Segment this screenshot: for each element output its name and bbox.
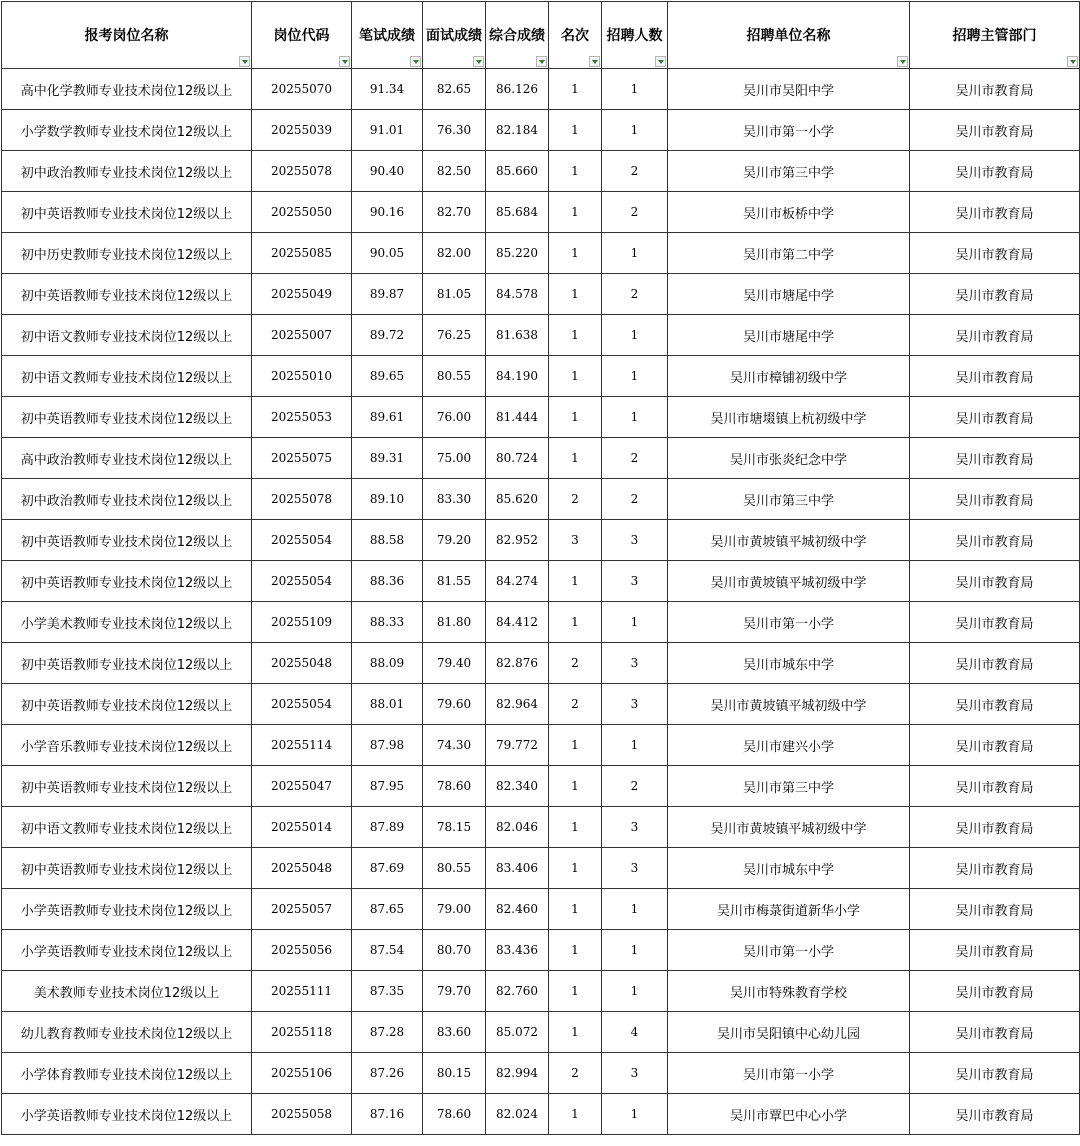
col-header-department: 招聘主管部门 <box>910 2 1080 69</box>
cell-department: 吴川市教育局 <box>910 684 1080 725</box>
cell-rank: 1 <box>549 315 602 356</box>
cell-department: 吴川市教育局 <box>910 643 1080 684</box>
cell-interview-score: 80.55 <box>423 848 486 889</box>
cell-code: 20255047 <box>252 766 352 807</box>
table-row <box>2 69 1080 110</box>
cell-written-score: 90.05 <box>352 233 423 274</box>
col-header-interview: 面试成绩 <box>423 2 486 69</box>
cell-code: 20255048 <box>252 643 352 684</box>
cell-total-score: 82.964 <box>486 684 549 725</box>
cell-rank: 1 <box>549 192 602 233</box>
cell-hires: 1 <box>602 110 668 151</box>
cell-unit: 吴川市第一小学 <box>668 602 910 643</box>
cell-code: 20255054 <box>252 684 352 725</box>
cell-hires: 3 <box>602 684 668 725</box>
cell-interview-score: 82.65 <box>423 69 486 110</box>
cell-code: 20255048 <box>252 848 352 889</box>
cell-interview-score: 82.50 <box>423 151 486 192</box>
filter-dropdown-icon[interactable] <box>1067 56 1078 67</box>
cell-hires: 3 <box>602 561 668 602</box>
filter-dropdown-icon[interactable] <box>339 56 350 67</box>
cell-hires: 1 <box>602 1094 668 1135</box>
cell-total-score: 84.190 <box>486 356 549 397</box>
cell-unit: 吴川市黄坡镇平城初级中学 <box>668 520 910 561</box>
cell-rank: 1 <box>549 725 602 766</box>
cell-total-score: 81.444 <box>486 397 549 438</box>
cell-department: 吴川市教育局 <box>910 1053 1080 1094</box>
cell-position: 初中政治教师专业技术岗位12级以上 <box>2 479 252 520</box>
cell-hires: 2 <box>602 438 668 479</box>
cell-written-score: 87.28 <box>352 1012 423 1053</box>
table-row <box>2 315 1080 356</box>
cell-written-score: 87.54 <box>352 930 423 971</box>
table-row <box>2 110 1080 151</box>
cell-unit: 吴川市第三中学 <box>668 766 910 807</box>
table-row <box>2 479 1080 520</box>
cell-hires: 3 <box>602 1053 668 1094</box>
cell-department: 吴川市教育局 <box>910 192 1080 233</box>
cell-unit: 吴川市第二中学 <box>668 233 910 274</box>
cell-unit: 吴川市吴阳中学 <box>668 69 910 110</box>
cell-code: 20255078 <box>252 479 352 520</box>
cell-code: 20255007 <box>252 315 352 356</box>
cell-department: 吴川市教育局 <box>910 274 1080 315</box>
table-row <box>2 397 1080 438</box>
cell-written-score: 87.35 <box>352 971 423 1012</box>
cell-code: 20255014 <box>252 807 352 848</box>
cell-rank: 2 <box>549 684 602 725</box>
cell-rank: 1 <box>549 930 602 971</box>
table-row <box>2 684 1080 725</box>
cell-department: 吴川市教育局 <box>910 807 1080 848</box>
cell-hires: 3 <box>602 848 668 889</box>
cell-hires: 1 <box>602 725 668 766</box>
cell-hires: 1 <box>602 356 668 397</box>
cell-code: 20255058 <box>252 1094 352 1135</box>
cell-department: 吴川市教育局 <box>910 971 1080 1012</box>
cell-total-score: 82.760 <box>486 971 549 1012</box>
cell-interview-score: 80.55 <box>423 356 486 397</box>
table-row <box>2 1012 1080 1053</box>
cell-hires: 2 <box>602 766 668 807</box>
cell-interview-score: 78.60 <box>423 766 486 807</box>
cell-position: 初中英语教师专业技术岗位12级以上 <box>2 192 252 233</box>
cell-hires: 2 <box>602 479 668 520</box>
cell-unit: 吴川市特殊教育学校 <box>668 971 910 1012</box>
cell-written-score: 87.69 <box>352 848 423 889</box>
cell-code: 20255078 <box>252 151 352 192</box>
cell-code: 20255053 <box>252 397 352 438</box>
table-row <box>2 233 1080 274</box>
cell-total-score: 85.620 <box>486 479 549 520</box>
cell-interview-score: 76.30 <box>423 110 486 151</box>
cell-interview-score: 79.60 <box>423 684 486 725</box>
col-header-total: 综合成绩 <box>486 2 549 69</box>
cell-written-score: 91.34 <box>352 69 423 110</box>
cell-rank: 1 <box>549 356 602 397</box>
cell-unit: 吴川市黄坡镇平城初级中学 <box>668 561 910 602</box>
cell-position: 小学英语教师专业技术岗位12级以上 <box>2 1094 252 1135</box>
cell-written-score: 88.33 <box>352 602 423 643</box>
cell-total-score: 85.220 <box>486 233 549 274</box>
cell-position: 幼儿教育教师专业技术岗位12级以上 <box>2 1012 252 1053</box>
table-row <box>2 889 1080 930</box>
table-row <box>2 520 1080 561</box>
col-header-hires: 招聘人数 <box>602 2 668 69</box>
cell-written-score: 89.65 <box>352 356 423 397</box>
cell-code: 20255056 <box>252 930 352 971</box>
cell-code: 20255109 <box>252 602 352 643</box>
filter-dropdown-icon[interactable] <box>410 56 421 67</box>
filter-dropdown-icon[interactable] <box>473 56 484 67</box>
cell-hires: 1 <box>602 971 668 1012</box>
cell-written-score: 88.58 <box>352 520 423 561</box>
cell-code: 20255106 <box>252 1053 352 1094</box>
cell-rank: 1 <box>549 1094 602 1135</box>
filter-dropdown-icon[interactable] <box>536 56 547 67</box>
cell-hires: 1 <box>602 69 668 110</box>
table-row <box>2 930 1080 971</box>
cell-unit: 吴川市第三中学 <box>668 151 910 192</box>
col-header-written: 笔试成绩 <box>352 2 423 69</box>
table-row <box>2 438 1080 479</box>
cell-unit: 吴川市第一小学 <box>668 110 910 151</box>
cell-position: 小学英语教师专业技术岗位12级以上 <box>2 930 252 971</box>
cell-rank: 1 <box>549 110 602 151</box>
table-row <box>2 848 1080 889</box>
cell-department: 吴川市教育局 <box>910 1094 1080 1135</box>
cell-department: 吴川市教育局 <box>910 69 1080 110</box>
cell-hires: 1 <box>602 889 668 930</box>
col-header-rank: 名次 <box>549 2 602 69</box>
cell-interview-score: 81.80 <box>423 602 486 643</box>
cell-rank: 1 <box>549 151 602 192</box>
cell-rank: 1 <box>549 438 602 479</box>
cell-position: 初中英语教师专业技术岗位12级以上 <box>2 561 252 602</box>
filter-dropdown-icon[interactable] <box>897 56 908 67</box>
cell-position: 初中历史教师专业技术岗位12级以上 <box>2 233 252 274</box>
cell-code: 20255111 <box>252 971 352 1012</box>
cell-total-score: 80.724 <box>486 438 549 479</box>
cell-code: 20255075 <box>252 438 352 479</box>
cell-interview-score: 79.70 <box>423 971 486 1012</box>
cell-unit: 吴川市塘尾中学 <box>668 315 910 356</box>
cell-hires: 4 <box>602 1012 668 1053</box>
table-row <box>2 192 1080 233</box>
filter-dropdown-icon[interactable] <box>589 56 600 67</box>
cell-interview-score: 80.70 <box>423 930 486 971</box>
cell-code: 20255085 <box>252 233 352 274</box>
cell-rank: 1 <box>549 848 602 889</box>
cell-total-score: 84.274 <box>486 561 549 602</box>
cell-total-score: 84.578 <box>486 274 549 315</box>
table-row <box>2 356 1080 397</box>
cell-unit: 吴川市覃巴中心小学 <box>668 1094 910 1135</box>
table-row <box>2 971 1080 1012</box>
cell-interview-score: 79.00 <box>423 889 486 930</box>
cell-interview-score: 74.30 <box>423 725 486 766</box>
cell-written-score: 87.95 <box>352 766 423 807</box>
cell-rank: 1 <box>549 807 602 848</box>
cell-interview-score: 78.60 <box>423 1094 486 1135</box>
cell-written-score: 87.98 <box>352 725 423 766</box>
cell-department: 吴川市教育局 <box>910 930 1080 971</box>
cell-department: 吴川市教育局 <box>910 561 1080 602</box>
cell-interview-score: 81.05 <box>423 274 486 315</box>
cell-hires: 3 <box>602 520 668 561</box>
cell-unit: 吴川市梅菉街道新华小学 <box>668 889 910 930</box>
cell-unit: 吴川市樟铺初级中学 <box>668 356 910 397</box>
cell-rank: 2 <box>549 1053 602 1094</box>
cell-code: 20255114 <box>252 725 352 766</box>
cell-hires: 1 <box>602 315 668 356</box>
cell-written-score: 88.36 <box>352 561 423 602</box>
col-header-code: 岗位代码 <box>252 2 352 69</box>
cell-written-score: 87.26 <box>352 1053 423 1094</box>
cell-interview-score: 82.70 <box>423 192 486 233</box>
cell-code: 20255049 <box>252 274 352 315</box>
cell-department: 吴川市教育局 <box>910 315 1080 356</box>
cell-department: 吴川市教育局 <box>910 438 1080 479</box>
cell-position: 初中英语教师专业技术岗位12级以上 <box>2 397 252 438</box>
cell-unit: 吴川市吴阳镇中心幼儿园 <box>668 1012 910 1053</box>
cell-position: 初中英语教师专业技术岗位12级以上 <box>2 848 252 889</box>
cell-total-score: 85.660 <box>486 151 549 192</box>
cell-code: 20255054 <box>252 561 352 602</box>
cell-position: 初中英语教师专业技术岗位12级以上 <box>2 643 252 684</box>
cell-written-score: 88.01 <box>352 684 423 725</box>
cell-interview-score: 82.00 <box>423 233 486 274</box>
cell-total-score: 82.460 <box>486 889 549 930</box>
cell-rank: 1 <box>549 889 602 930</box>
table-row <box>2 561 1080 602</box>
cell-hires: 1 <box>602 930 668 971</box>
cell-unit: 吴川市第三中学 <box>668 479 910 520</box>
cell-unit: 吴川市黄坡镇平城初级中学 <box>668 807 910 848</box>
cell-written-score: 91.01 <box>352 110 423 151</box>
cell-code: 20255050 <box>252 192 352 233</box>
cell-position: 小学体育教师专业技术岗位12级以上 <box>2 1053 252 1094</box>
cell-interview-score: 80.15 <box>423 1053 486 1094</box>
cell-rank: 3 <box>549 520 602 561</box>
results-table <box>1 1 1080 1135</box>
cell-position: 小学音乐教师专业技术岗位12级以上 <box>2 725 252 766</box>
table-row <box>2 1053 1080 1094</box>
cell-department: 吴川市教育局 <box>910 602 1080 643</box>
cell-total-score: 82.994 <box>486 1053 549 1094</box>
cell-rank: 1 <box>549 561 602 602</box>
cell-rank: 2 <box>549 479 602 520</box>
cell-written-score: 89.61 <box>352 397 423 438</box>
cell-position: 初中政治教师专业技术岗位12级以上 <box>2 151 252 192</box>
cell-rank: 1 <box>549 233 602 274</box>
cell-rank: 1 <box>549 397 602 438</box>
cell-unit: 吴川市黄坡镇平城初级中学 <box>668 684 910 725</box>
cell-position: 小学美术教师专业技术岗位12级以上 <box>2 602 252 643</box>
cell-total-score: 83.436 <box>486 930 549 971</box>
cell-written-score: 90.16 <box>352 192 423 233</box>
table-row <box>2 725 1080 766</box>
cell-department: 吴川市教育局 <box>910 520 1080 561</box>
cell-written-score: 87.89 <box>352 807 423 848</box>
table-row <box>2 643 1080 684</box>
cell-total-score: 82.184 <box>486 110 549 151</box>
cell-unit: 吴川市板桥中学 <box>668 192 910 233</box>
cell-hires: 3 <box>602 643 668 684</box>
cell-written-score: 88.09 <box>352 643 423 684</box>
cell-written-score: 90.40 <box>352 151 423 192</box>
cell-hires: 2 <box>602 151 668 192</box>
cell-department: 吴川市教育局 <box>910 725 1080 766</box>
cell-total-score: 82.340 <box>486 766 549 807</box>
header-row <box>2 2 1080 69</box>
cell-position: 初中英语教师专业技术岗位12级以上 <box>2 520 252 561</box>
cell-interview-score: 79.40 <box>423 643 486 684</box>
table-row <box>2 1094 1080 1135</box>
cell-hires: 2 <box>602 192 668 233</box>
cell-unit: 吴川市建兴小学 <box>668 725 910 766</box>
cell-total-score: 81.638 <box>486 315 549 356</box>
table-row <box>2 151 1080 192</box>
cell-code: 20255039 <box>252 110 352 151</box>
cell-department: 吴川市教育局 <box>910 110 1080 151</box>
cell-interview-score: 83.60 <box>423 1012 486 1053</box>
cell-rank: 1 <box>549 69 602 110</box>
cell-code: 20255070 <box>252 69 352 110</box>
cell-total-score: 86.126 <box>486 69 549 110</box>
cell-unit: 吴川市第一小学 <box>668 1053 910 1094</box>
cell-code: 20255118 <box>252 1012 352 1053</box>
filter-dropdown-icon[interactable] <box>239 56 250 67</box>
filter-dropdown-icon[interactable] <box>655 56 666 67</box>
cell-interview-score: 81.55 <box>423 561 486 602</box>
cell-rank: 1 <box>549 971 602 1012</box>
cell-position: 初中语文教师专业技术岗位12级以上 <box>2 356 252 397</box>
cell-position: 美术教师专业技术岗位12级以上 <box>2 971 252 1012</box>
cell-unit: 吴川市张炎纪念中学 <box>668 438 910 479</box>
cell-rank: 1 <box>549 602 602 643</box>
cell-total-score: 82.952 <box>486 520 549 561</box>
cell-position: 初中语文教师专业技术岗位12级以上 <box>2 807 252 848</box>
cell-position: 初中语文教师专业技术岗位12级以上 <box>2 315 252 356</box>
cell-code: 20255010 <box>252 356 352 397</box>
cell-interview-score: 83.30 <box>423 479 486 520</box>
cell-written-score: 89.72 <box>352 315 423 356</box>
cell-department: 吴川市教育局 <box>910 1012 1080 1053</box>
cell-unit: 吴川市第一小学 <box>668 930 910 971</box>
table-row <box>2 274 1080 315</box>
cell-total-score: 83.406 <box>486 848 549 889</box>
cell-position: 高中化学教师专业技术岗位12级以上 <box>2 69 252 110</box>
cell-position: 初中英语教师专业技术岗位12级以上 <box>2 274 252 315</box>
cell-total-score: 85.684 <box>486 192 549 233</box>
cell-written-score: 89.87 <box>352 274 423 315</box>
cell-interview-score: 75.00 <box>423 438 486 479</box>
cell-total-score: 84.412 <box>486 602 549 643</box>
cell-interview-score: 78.15 <box>423 807 486 848</box>
cell-written-score: 89.10 <box>352 479 423 520</box>
cell-department: 吴川市教育局 <box>910 151 1080 192</box>
cell-position: 高中政治教师专业技术岗位12级以上 <box>2 438 252 479</box>
cell-total-score: 82.876 <box>486 643 549 684</box>
cell-department: 吴川市教育局 <box>910 479 1080 520</box>
cell-rank: 1 <box>549 766 602 807</box>
cell-interview-score: 79.20 <box>423 520 486 561</box>
col-header-unit: 招聘单位名称 <box>668 2 910 69</box>
cell-rank: 1 <box>549 1012 602 1053</box>
table-row <box>2 807 1080 848</box>
cell-written-score: 87.65 <box>352 889 423 930</box>
cell-unit: 吴川市塘㙍镇上杭初级中学 <box>668 397 910 438</box>
cell-unit: 吴川市塘尾中学 <box>668 274 910 315</box>
cell-code: 20255057 <box>252 889 352 930</box>
cell-hires: 1 <box>602 233 668 274</box>
cell-department: 吴川市教育局 <box>910 397 1080 438</box>
table-row <box>2 602 1080 643</box>
cell-code: 20255054 <box>252 520 352 561</box>
cell-written-score: 87.16 <box>352 1094 423 1135</box>
cell-department: 吴川市教育局 <box>910 356 1080 397</box>
cell-written-score: 89.31 <box>352 438 423 479</box>
table-row <box>2 766 1080 807</box>
cell-interview-score: 76.25 <box>423 315 486 356</box>
cell-position: 初中英语教师专业技术岗位12级以上 <box>2 684 252 725</box>
cell-department: 吴川市教育局 <box>910 848 1080 889</box>
cell-department: 吴川市教育局 <box>910 233 1080 274</box>
cell-total-score: 82.046 <box>486 807 549 848</box>
table-body <box>2 69 1080 1135</box>
cell-total-score: 82.024 <box>486 1094 549 1135</box>
cell-interview-score: 76.00 <box>423 397 486 438</box>
cell-rank: 1 <box>549 274 602 315</box>
cell-department: 吴川市教育局 <box>910 766 1080 807</box>
cell-hires: 2 <box>602 274 668 315</box>
cell-department: 吴川市教育局 <box>910 889 1080 930</box>
cell-position: 小学数学教师专业技术岗位12级以上 <box>2 110 252 151</box>
cell-hires: 1 <box>602 602 668 643</box>
cell-hires: 3 <box>602 807 668 848</box>
cell-position: 小学英语教师专业技术岗位12级以上 <box>2 889 252 930</box>
cell-position: 初中英语教师专业技术岗位12级以上 <box>2 766 252 807</box>
cell-total-score: 85.072 <box>486 1012 549 1053</box>
cell-rank: 2 <box>549 643 602 684</box>
col-header-position: 报考岗位名称 <box>2 2 252 69</box>
cell-total-score: 79.772 <box>486 725 549 766</box>
cell-hires: 1 <box>602 397 668 438</box>
cell-unit: 吴川市城东中学 <box>668 643 910 684</box>
cell-unit: 吴川市城东中学 <box>668 848 910 889</box>
